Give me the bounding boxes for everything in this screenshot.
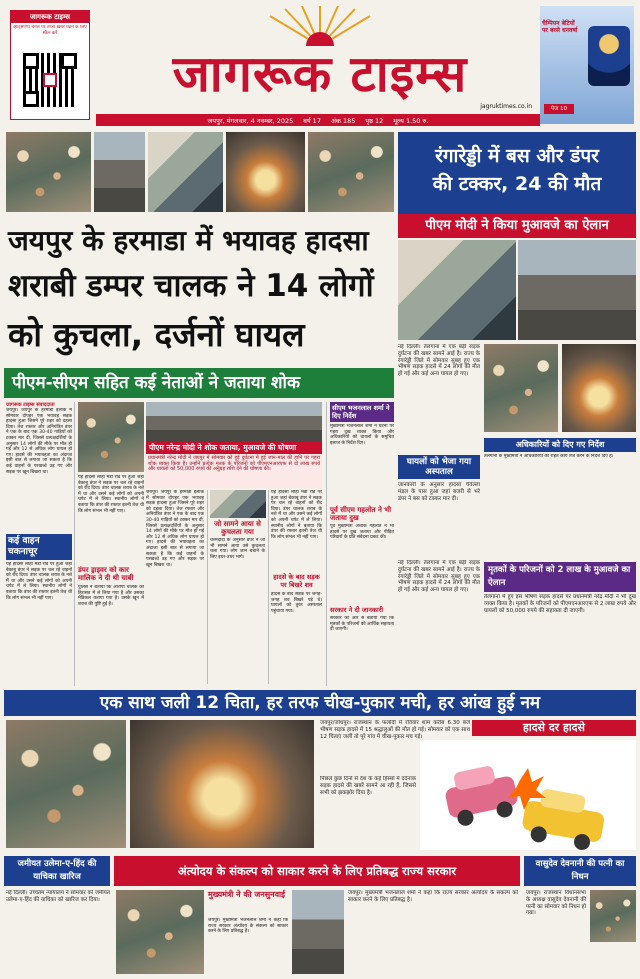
qr-caption: व्हाट्सएप्प चैनल पर ताजा खबरें पढ़ने के लिए स्कैन करें <box>13 25 87 36</box>
cm-title[interactable]: सीएम भजनलाल शर्मा ने दिए निर्देश <box>330 402 394 422</box>
officials-body: तेलंगाना के मुख्यमंत्री ने अधिकारियों को राहत कार्य तेज करने के निर्देश दिए हैं। <box>484 454 614 459</box>
lead-sub-1-body: यह हादसा लोहा मंडी रोड पर हुआ जहां बेकाबू डंपर ने सड़क पर चल रहे वाहनों को रौंद दिया। डंपर चालक शराब के नशे में था और उसने कई लोगों को अपनी चपेट में ले लिया। स्थानीय लोगों ने बताया कि डंपर की रफ्तार इतनी तेज थी कि लोग संभल भी नहीं पाए। <box>6 562 72 601</box>
right-photo[interactable] <box>518 240 636 340</box>
mid-banner[interactable]: एक साथ जली 12 चिता, हर तरफ चीख-पुकार मची, हर आंख हुई नम <box>4 690 636 716</box>
sunburst-logo-icon <box>260 6 380 46</box>
issue: अंक 185 <box>330 116 356 125</box>
officials-title[interactable]: अधिकारियों को दिए गए निर्देश <box>484 438 636 452</box>
qr-code[interactable] <box>23 53 77 107</box>
compensation-body: तेलंगाना में हुए इस भीषण सड़क हादसे पर प्रधानमंत्री नरेंद्र मोदी ने भी दुख व्यक्त किया है। मृतकों के परिजनों को पीएमएनआरएफ से 2 लाख रुपये और घायलों को 50,000 रुपये की सहायता दी जाएगी। <box>484 594 636 614</box>
qr-box[interactable] <box>10 10 90 120</box>
crash-cartoon-icon <box>420 740 636 850</box>
cm-sub[interactable]: पूर्व सीएम गहलोत ने भी जताया दुख <box>330 506 392 522</box>
right-body-col <box>398 344 480 554</box>
lead-banner[interactable]: पीएम-सीएम सहित कई नेताओं ने जताया शोक <box>4 368 394 398</box>
masthead <box>0 0 640 128</box>
bottom-right-title[interactable]: वासुदेव देवनानी की पत्नी का निधन <box>524 856 636 886</box>
modi-box-photo[interactable] <box>146 402 322 442</box>
lead-sub-2-body: पुलिस ने बताया कि आरोपी चालक को हिरासत में ले लिया गया है और उसका मेडिकल कराया गया है। उसके खून में शराब की पुष्टि हुई है। <box>78 585 144 607</box>
lead-body: जयपुर। जयपुर के हरमाडा इलाके में सोमवार दोपहर एक भयावह सड़क हादसा हुआ जिसने पूरे शहर को दहला दिया। तेज रफ्तार और अनियंत्रित डंपर ने एक के बाद एक 30-40 गाड़ियों को टक्कर मार दी, जिससे प्रत्यक्षदर्शियों के अनुसार 14 लोगों की मौके पर मौत हो गई और 12 से अधिक लोग घायल हो गए। हादसे की भयावहता का अंदाजा इसी बात से लगाया जा सकता है कि कई वाहनों के परखच्चे उड़ गए और सड़क पर खून बिखरा था। <box>6 408 72 475</box>
compensation-title[interactable]: मृतकों के परिजनों को 2 लाख के मुआवजे का ऐलान <box>484 562 636 592</box>
dateline: जयपुर, मंगलवार, 4 नवम्बर, 2025 <box>207 116 294 125</box>
right-photo[interactable] <box>484 344 558 432</box>
bottom-right-body: जयपुर। राजस्थान विधानसभा के अध्यक्ष वासुदेव देवनानी की पत्नी का सोमवार को निधन हो गया। <box>526 890 586 917</box>
modi-sub-3-body: हादसे के बाद सड़क पर जगह-जगह शव बिखरे पड़े थे। घायलों को तुरंत अस्पताल पहुंचाया गया। <box>271 592 322 614</box>
cm-sub-2-body: सरकार की ओर से बताया गया कि मृतकों के परिजनों को आर्थिक सहायता दी जाएगी। <box>330 616 394 633</box>
pages: पृष्ठ 12 <box>365 116 384 125</box>
lead-sub-2[interactable]: डंपर ड्राइवर को कार मालिक ने दी थी चाबी <box>78 566 134 582</box>
cm-column <box>326 402 394 686</box>
right-photo-grid <box>398 240 636 342</box>
right-banner[interactable]: पीएम मोदी ने किया मुआवजे का ऐलान <box>398 214 636 238</box>
modi-box-title[interactable]: पीएम नरेन्द्र मोदी ने शोक जताया, मुआवजे की घोषणा <box>146 442 322 454</box>
year: वर्ष 17 <box>303 116 321 125</box>
right-photo-stack <box>484 344 636 434</box>
lead-headline-2[interactable]: शराबी डम्पर चालक ने 14 लोगों <box>8 268 374 304</box>
bottom-center-title[interactable]: अंत्योदय के संकल्प को साकार करने के लिए प्रतिबद्ध राज्य सरकार <box>114 856 520 886</box>
modi-sub[interactable]: जो सामने आया से कुचलता गया <box>214 520 261 536</box>
right-sub[interactable]: घायलों को भेजा गया अस्पताल <box>398 455 480 479</box>
right-headline-1: रंगारेड्डी में बस और डंपर <box>435 145 599 167</box>
funeral-photos <box>6 720 316 850</box>
right-photo[interactable] <box>562 344 636 432</box>
bottom-center-body: जयपुर। मुख्यमंत्री भजनलाल शर्मा ने कहा कि राज्य सरकार अंत्योदय के संकल्प को साकार करने के लिए प्रतिबद्ध है। <box>208 918 288 935</box>
lead-photo[interactable] <box>94 132 146 212</box>
bottom-left-body: नई दिल्ली। उच्चतम न्यायालय ने सोमवार को जमीयत उलेमा-ए-हिंद की याचिका को खारिज कर दिया। <box>6 890 110 903</box>
promo-text: चैम्पियन बेटियों पर बरसे धनवर्षा <box>542 20 578 34</box>
devnani-photo[interactable] <box>590 890 636 942</box>
lead-bureau: जागरूक टाइम्स संवाददाता <box>6 402 55 408</box>
bottom-center-body-2: जयपुर। मुख्यमंत्री भजनलाल शर्मा ने कहा कि राज्य सरकार अंत्योदय के संकल्प को साकार करने के लिए प्रतिबद्ध है। <box>348 890 518 903</box>
lead-headline-3[interactable]: को कुचला, दर्जनों घायल <box>8 315 305 354</box>
modi-col3-body: यह हादसा लोहा मंडी रोड पर हुआ जहां बेकाबू डंपर ने सड़क पर चल रहे वाहनों को रौंद दिया। डंपर चालक शराब के नशे में था और उसने कई लोगों को अपनी चपेट में ले लिया। स्थानीय लोगों ने बताया कि डंपर की रफ्तार इतनी तेज थी कि लोग संभल भी नहीं पाए। <box>271 490 322 540</box>
cm-photo[interactable] <box>116 890 204 974</box>
lead-photo[interactable] <box>308 132 394 212</box>
lead-column-1 <box>6 402 72 686</box>
modi-box-body: प्रधानमंत्री नरेन्द्र मोदी ने जयपुर में सोमवार को हुई दुर्घटना में हुई जान-माल की हानि पर गहरा शोक व्यक्त किया है। उन्होंने प्रत्येक मृतक के परिजनों को पीएमएनआरएफ से दो लाख रुपये और घायलों को 50,000 रुपये की अनुग्रह राशि देने की घोषणा की। <box>146 454 322 488</box>
right-body-2: नई दिल्ली। तेलंगाना में एक बड़ी सड़क दुर्घटना की खबर सामने आई है। राज्य के रंगारेड्डी जिले में सोमवार सुबह हुए एक भीषण सड़क हादसे में 24 लोगों की मौत हो गई और कई अन्य घायल हो गए। <box>398 560 480 594</box>
lead-headline-1[interactable]: जयपुर के हरमाडा में भयावह हादसा <box>8 224 369 257</box>
right-sub-body: जानकारी के अनुसार हादसा चेवेल्ला मंडल के पास हुआ जहां बजरी से भरे डंपर ने बस को टक्कर मार दी। <box>398 482 480 502</box>
right-headline-box[interactable] <box>398 132 636 214</box>
column-photo[interactable] <box>78 402 144 472</box>
cm-sub-body: पूर्व मुख्यमंत्री अशोक गहलोत ने भी हादसे पर दुख जताया और पीड़ित परिवारों के प्रति संवेदना प्रकट की। <box>330 524 394 541</box>
modi-box <box>146 402 322 686</box>
lead-photo[interactable] <box>226 132 306 212</box>
modi-sub-body: चश्मदीदों के अनुसार डंपर ने जो भी सामने आया उसे कुचलता चला गया। लोग जान बचाने के लिए इधर-उधर भागे। <box>210 538 265 560</box>
price: मूल्य 1.50 रु. <box>393 116 429 125</box>
modi-col-photo[interactable] <box>210 490 266 518</box>
funeral-title[interactable]: हादसे दर हादसे <box>472 720 636 736</box>
website[interactable]: jagruktimes.co.in <box>480 103 532 110</box>
dateline-bar <box>96 114 540 126</box>
funeral-body-2: पिछले कुछ दिनों से देश के कई हिस्सों में दर्दनाक सड़क हादसे की खबरें सामने आ रही हैं, जिससे सभी को झकझोर दिया है। <box>320 776 416 796</box>
cm-body: मुख्यमंत्री भजनलाल शर्मा ने घटना पर गहरा दुख व्यक्त किया और अधिकारियों को घायलों के समुचित इलाज के निर्देश दिए। <box>330 424 394 446</box>
lead-photo[interactable] <box>148 132 223 212</box>
qr-brand: जागरूक टाइम्स <box>11 11 89 23</box>
bottom-center-sub[interactable]: मुख्यमंत्री ने की जनसुनवाई <box>208 890 286 899</box>
modi-sub-3[interactable]: हादसे के बाद सड़क पर बिखरे शव <box>273 573 320 589</box>
bottom-left-title[interactable]: जमीयत उलेमा-ए-हिंद की याचिका खारिज <box>4 856 110 886</box>
right-body: नई दिल्ली। तेलंगाना में एक बड़ी सड़क दुर्घटना की खबर सामने आई है। राज्य के रंगारेड्डी जिले में सोमवार सुबह हुए एक भीषण सड़क हादसे में 24 लोगों की मौत हो गई और कई अन्य घायल हो गए। <box>398 344 480 378</box>
masthead-title[interactable]: जागरूक टाइम्स <box>172 45 468 103</box>
lead-sub-1[interactable]: कई वाहन चकनाचूर <box>6 534 72 560</box>
right-photo[interactable] <box>398 240 516 340</box>
lead-photo-strip <box>6 132 394 212</box>
lead-body-2: यह हादसा लोहा मंडी रोड पर हुआ जहां बेकाबू डंपर ने सड़क पर चल रहे वाहनों को रौंद दिया। डंपर चालक शराब के नशे में था और उसने कई लोगों को अपनी चपेट में ले लिया। स्थानीय लोगों ने बताया कि डंपर की रफ्तार इतनी तेज थी कि लोग संभल भी नहीं पाए। <box>78 475 144 514</box>
lead-column-2 <box>74 402 144 686</box>
lead-photo[interactable] <box>6 132 91 212</box>
trophy-icon <box>588 26 630 86</box>
bottom-photo[interactable] <box>292 890 344 974</box>
right-headline-2: की टक्कर, 24 की मौत <box>432 173 602 195</box>
modi-col-body: जयपुर। जयपुर के हरमाडा इलाके में सोमवार दोपहर एक भयावह सड़क हादसा हुआ जिसने पूरे शहर को दहला दिया। तेज रफ्तार और अनियंत्रित डंपर ने एक के बाद एक 30-40 गाड़ियों को टक्कर मार दी, जिससे प्रत्यक्षदर्शियों के अनुसार 14 लोगों की मौके पर मौत हो गई और 12 से अधिक लोग घायल हो गए। हादसे की भयावहता का अंदाजा इसी बात से लगाया जा सकता है कि कई वाहनों के परखच्चे उड़ गए और सड़क पर खून बिखरा था। <box>146 490 204 568</box>
promo-box[interactable] <box>540 6 634 124</box>
funeral-body: जयपुर/जोधपुर। राजस्थान के फलोदी में रविवार शाम करीब 6.30 बजे भीषण सड़क हादसे में 15 श्रद्धालुओं की मौत हो गई। सोमवार को एक साथ 12 चिताएं जलीं तो पूरे गांव में चीख-पुकार मच गई। <box>320 720 470 740</box>
funeral-photo[interactable] <box>130 720 314 848</box>
promo-page: पेज 10 <box>544 104 574 114</box>
funeral-photo[interactable] <box>6 720 126 848</box>
cm-sub-2[interactable]: सरकार ने दी जानकारी <box>330 606 384 614</box>
